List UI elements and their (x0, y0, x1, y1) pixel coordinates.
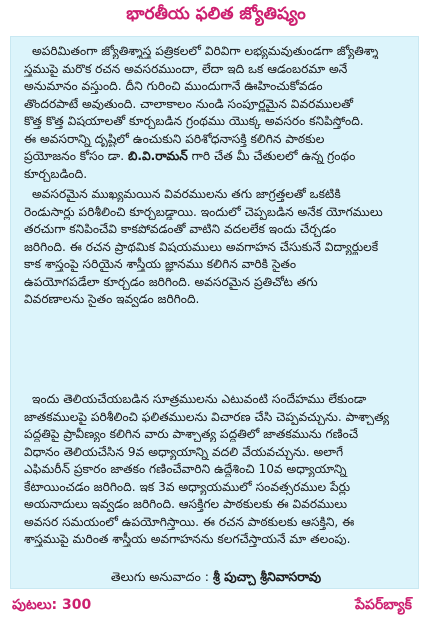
body-line: స్త్రముపై మరొక రచన అవసరముందా, లేదా ఇది ఒక ఆడంబరమా అనే (24, 61, 348, 76)
body-line: జాతకములపై పరిశీలించి ఫలితములను విచారణ చేసి చెప్పవచ్చును. పాశ్చాత్య (24, 409, 390, 424)
body-line: ఇందు తెలియచేయబడిన సూత్రములను ఎటువంటి సందేహము లేకుండా (32, 392, 367, 406)
body-line: ప్రయోజనం కోసం డా. బి.వి.రామన్ గారి చేత మీ చేతులలో ఉన్న గ్రంథం (24, 149, 356, 163)
translator-label: తెలుగు అనువాదం : (110, 569, 209, 584)
body-line: ఈ అవసరాన్ని దృష్టిలో ఉంచుకుని పరిశోధనాసక్తి కలిగిన పాఠకుల (24, 131, 325, 146)
book-title: భారతీయ ఫలిత జ్యోతిష్యం (126, 4, 306, 24)
body-line: ఉపయోగపడేలా కూర్చడం జరిగింది. అవసరమైన ప్రతిచోట తగు (24, 274, 318, 289)
body-line: శాస్త్రముపై మరింత శాస్త్రీయ అవగాహనను కలగచేస్తాయనే మా తలంపు. (24, 532, 351, 546)
body-line: కేటాయించడం జరిగింది. ఇక 3వ అధ్యాయములో సంవత్సరముల పేర్లు (24, 479, 351, 494)
body-line: రెండుసార్లు పరిశీలించి కూర్చబడ్డాయి. ఇందులో చెప్పబడిన అనేక యోగములు (24, 204, 383, 219)
page-count: పుటలు: 300 (12, 597, 92, 613)
body-line: కాక శాస్త్రంపై సరియైన శాస్త్రీయ జ్ఞానము కలిగిన వారికి సైతం (24, 257, 297, 271)
body-line: అవసర సమయంలో ఉపయోగిస్తాయి. ఈ రచన పాఠకులకు ఆసక్తిని, ఈ (24, 514, 355, 529)
body-line: ఎఫిమరీన్ ప్రకారం జాతకం గణించేవారిని ఉద్దేశించి 10వ అధ్యాయాన్ని (24, 462, 347, 476)
author-name: బి.వి.రామన్ (127, 149, 188, 163)
body-line: అపరిమితంగా జ్యోతిశ్శాస్త్ర పత్రికలలో విరివిగా లభ్యమవుతుండగా జ్యోతిశ్శా (32, 44, 379, 58)
translator-credit (0, 569, 432, 588)
body-line: తొందరపాటే అవుతుంది. చాలాకాలం నుండి సంపూర్ణమైన వివరములతో (24, 96, 354, 111)
body-line: పద్ధతిపై ప్రావీణ్యం కలిగిన వారు పాశ్చాత్య పద్ధతిలో జాతకమును గణించే (24, 427, 359, 441)
body-line: అయనాదులు ఇవ్వడం జరిగింది. ఆసక్తిగల పాఠకులకు ఈ వివరములు (24, 497, 348, 511)
binding-type: పేపర్‌బ్యాక్ (355, 597, 412, 613)
body-line: అనుమానం వస్తుంది. దీని గురించి ముందుగానే ఊహించుకోవడం (24, 79, 323, 93)
body-line: కూర్చబడింది. (24, 166, 88, 181)
body-line: అవసరమైన ముఖ్యమయిన వివరములను తగు జాగ్రత్తలతో ఒకటికి (32, 187, 341, 201)
body-line: తరచుగా కనిపించేవి కాకపోవడంతో వాటిని వదలలేక ఇందు చేర్చడం (24, 222, 337, 236)
body-line: కొత్త కొత్త విషయాలతో కూర్చబడిన గ్రంథము యొక్క అవసరం కనిపిస్తోంది. (24, 114, 364, 128)
body-line: వివరణాలను సైతం ఇవ్వడం జరిగింది. (24, 292, 200, 306)
translator-name: శ్రీ పుచ్చా శ్రీనివాసరావు (212, 569, 322, 584)
body-line: విధానం తెలియచేసిన 9వ అధ్యాయాన్ని వదలి వేయవచ్చును. అలాగే (24, 444, 344, 459)
body-line: జరిగింది. ఈ రచన ప్రాథమిక విషయములు అవగాహన చేసుకునే విద్యార్థులకే (24, 239, 379, 254)
